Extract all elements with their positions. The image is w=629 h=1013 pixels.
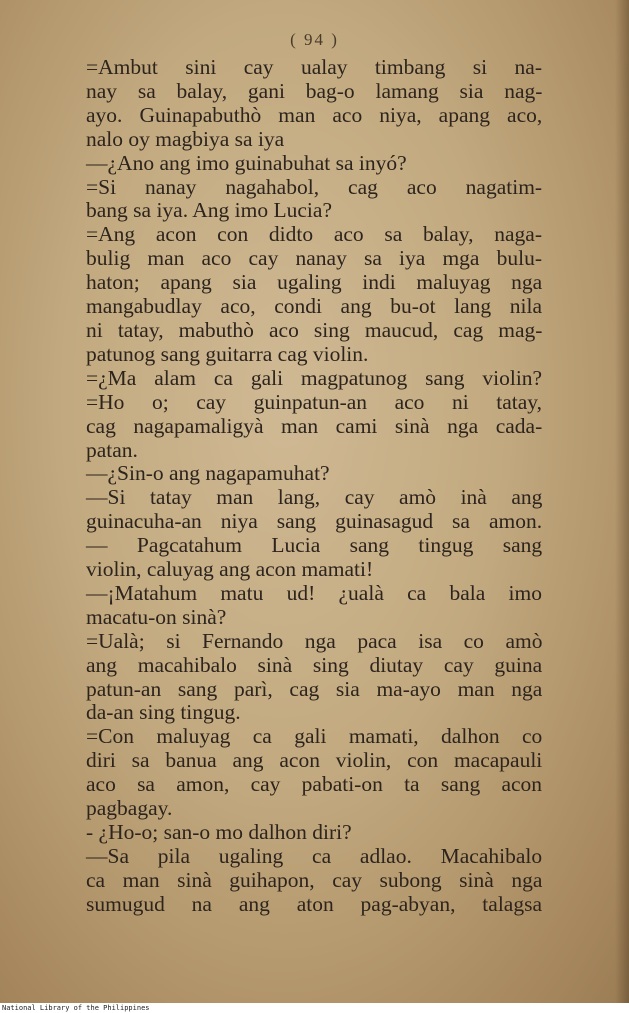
text-line: nay sa balay, gani bag-o lamang sia nag- [86, 78, 543, 103]
text-line: —Sa pila ugaling ca adlao. Macahibalo [86, 843, 543, 868]
text-line: ni tatay, mabuthò aco sing maucud, cag mag- [86, 317, 543, 342]
body-text [86, 56, 542, 917]
text-line: — Pagcatahum Lucia sang tingug sang [86, 533, 543, 558]
page-number: ( 94 ) [290, 30, 339, 49]
text-line: patunog sang guitarra cag violin. [86, 341, 369, 366]
text-line: ang macahibalo sinà sing diutay cay guina [86, 652, 543, 677]
text-line: bang sa iya. Ang imo Lucia? [86, 198, 332, 223]
text-line: —¿Sin-o ang nagapamuhat? [86, 461, 330, 486]
text-line: =¿Ma alam ca gali magpatunog sang violin? [86, 365, 543, 390]
text-line: =Ambut sini cay ualay timbang si na- [86, 55, 542, 79]
text-line: —¿Ano ang imo guinabuhat sa inyó? [86, 150, 407, 175]
text-line: —Si tatay man lang, cay amò inà ang [86, 485, 543, 510]
footer-credit: National Library of the Philippines [2, 1004, 150, 1012]
text-line: bulig man aco cay nanay sa iya mga bulu- [86, 246, 542, 271]
text-line: —¡Matahum matu ud! ¿ualà ca bala imo [86, 580, 542, 605]
text-line: diri sa banua ang acon violin, con macapauli [86, 748, 543, 773]
text-line: haton; apang sia ugaling indi maluyag nga [86, 270, 543, 295]
text-line: =Con maluyag ca gali mamati, dalhon co [86, 724, 543, 749]
text-line: =Ualà; si Fernando nga paca isa co amò [86, 628, 543, 653]
text-line: =Si nanay nagahabol, cag aco nagatim- [86, 174, 543, 199]
text-line: violin, caluyag ang acon mamati! [86, 557, 374, 582]
text-line: guinacuha-an niya sang guinasagud sa amon. [86, 509, 543, 534]
text-line: - ¿Ho-o; san-o mo dalhon diri? [86, 820, 352, 844]
text-line: mangabudlay aco, condi ang bu-ot lang nila [86, 294, 542, 319]
text-line: pagbagay. [86, 796, 173, 821]
text-line: da-an sing tingug. [86, 700, 241, 725]
text-line: patun-an sang parì, cag sia ma-ayo man nga [86, 676, 543, 701]
text-line: patan. [86, 437, 138, 462]
text-line: aco sa amon, cay pabati-on ta sang acon [86, 772, 543, 797]
text-line: macatu-on sinà? [86, 604, 227, 629]
text-line: =Ho o; cay guinpatun-an aco ni tatay, [86, 389, 542, 414]
text-line: =Ang acon con didto aco sa balay, naga- [86, 222, 542, 247]
text-line: cag nagapamaligyà man cami sinà nga cada- [86, 413, 543, 438]
text-line: ca man sinà guihapon, cay subong sinà nga [86, 867, 543, 892]
text-line: ayo. Guinapabuthò man aco niya, apang aco, [86, 102, 543, 127]
text-line: sumugud na ang aton pag-abyan, talagsa [86, 891, 542, 916]
text-line: nalo oy magbiya sa iya [86, 126, 285, 151]
